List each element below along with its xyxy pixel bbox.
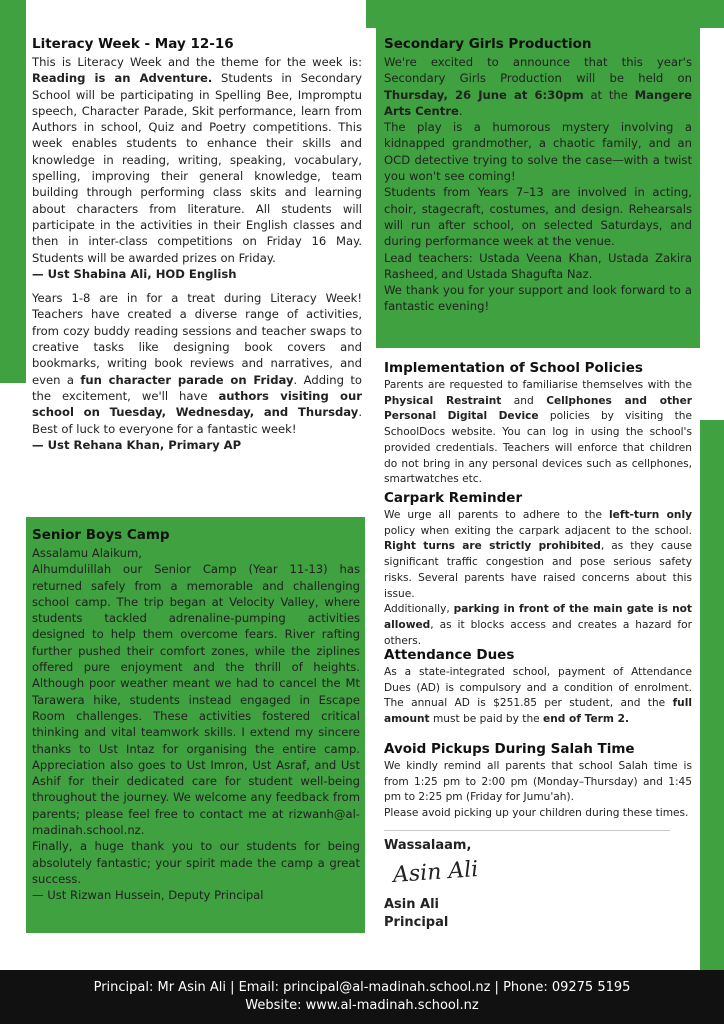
dues-paragraph: As a state-integrated school, payment of Attendance Dues (AD) is compulsory and a condition of enrolment. The annual AD is $251.85 per student, and the full amount must be paid by the end of Term 2. [384,666,692,726]
green-top-strip-right [366,0,724,28]
carpark-paragraph-2: Additionally, parking in front of the main gate is not allowed, as it blocks access and creates a hazard for others. [384,603,692,647]
principal-block [384,896,584,932]
salah-paragraph-2: Please avoid picking up your children during these times. [384,807,689,820]
production-paragraph-2: The play is a humorous mystery involving a kidnapped grandmother, a chaotic family, and an OCD detective trying to solve the case—with a twist you won't see coming! [384,120,692,184]
footer-website-line: Website: www.al-madinah.school.nz [245,998,479,1013]
footer-bar [0,970,724,1024]
carpark-title: Carpark Reminder [384,490,523,506]
wassalaam-text: Wassalaam, [384,838,472,853]
production-title: Secondary Girls Production [384,36,592,52]
literacy-signature-2: — Ust Rehana Khan, Primary AP [32,437,242,452]
salah-paragraph-1: We kindly remind all parents that school Salah time is from 1:25 pm to 2:00 pm (Monday–Thursday) and 1:45 pm to 2:25 pm (Friday for Jumu'ah). [384,760,692,804]
principal-signature: Asin Ali [392,857,480,888]
literacy-week-section [32,36,362,453]
dues-section [384,647,692,728]
green-side-bar-right [700,420,724,970]
production-paragraph-5: We thank you for your support and look forward to a fantastic evening! [384,283,692,314]
literacy-paragraph-1: This is Literacy Week and the theme for the week is: Reading is an Adventure. Students in Secondary School will be participating in Spelling Bee, Impromptu speech, Character Parade, Skit performance, learn from Authors in school, Quiz and Poetry competitions. This week enables students to enhance their skills and knowledge in reading, writing, speaking, vocabulary, spelling, improving their general knowledge, team building through performing class skits and learning about characters from literature. All students will participate in the activities in their English classes and then in inter-class competitions on Friday 16 May. Students will be awarded prizes on Friday. [32,55,362,265]
senior-camp-greeting: Assalamu Alaikum, [32,546,142,560]
salah-section [384,741,692,822]
carpark-section [384,490,692,649]
literacy-signature-1: — Ust Shabina Ali, HOD English [32,266,237,281]
senior-camp-section [32,527,360,904]
salah-title: Avoid Pickups During Salah Time [384,741,635,757]
section-divider [384,830,670,831]
production-paragraph-1: We're excited to announce that this year's Secondary Girls Production will be held on Thursday, 26 June at 6:30pm at the Mangere Arts Centre. [384,55,692,118]
principal-name: Asin Ali [384,897,440,912]
literacy-week-title: Literacy Week - May 12-16 [32,36,234,52]
dues-title: Attendance Dues [384,647,515,663]
senior-camp-title: Senior Boys Camp [32,527,170,543]
signoff-section [384,838,584,854]
production-section [384,36,692,315]
production-paragraph-4: Lead teachers: Ustada Veena Khan, Ustada Zakira Rasheed, and Ustada Shagufta Naz. [384,250,692,281]
literacy-paragraph-2: Years 1-8 are in for a treat during Literacy Week! Teachers have created a diverse range of activities, from cozy buddy reading sessions and teacher swaps to creative tasks like designing book covers and bookmarks, writing book reviews and narratives, and even a fun character parade on Friday. Adding to the excitement, we'll have authors visiting our school on Tuesday, Wednesday, and Thursday. Best of luck to everyone for a fantastic week! [32,291,363,436]
green-side-bar-left [0,0,26,383]
policies-section [384,360,692,488]
production-paragraph-3: Students from Years 7–13 are involved in acting, choir, stagecraft, costumes, and design. Rehearsals will run after school, on selected Saturdays, and during performance week at the venue. [384,185,692,249]
policies-title: Implementation of School Policies [384,360,643,376]
policies-paragraph: Parents are requested to familiarise themselves with the Physical Restraint and Cellphones and other Personal Digital Device policies by visiting the SchoolDocs website. You can log in using the school's provided credentials. Teachers will enforce that children do not bring in any personal devices such as cellphones, smartwatches etc. [384,379,693,486]
carpark-paragraph-1: We urge all parents to adhere to the left-turn only policy when exiting the carpark adjacent to the school. Right turns are strictly prohibited, as they cause significant traffic congestion and pose serious safety risks. Several parents have raised concerns about this issue. [384,509,692,600]
footer-contact-line: Principal: Mr Asin Ali | Email: principal@al-madinah.school.nz | Phone: 09275 5195 [93,980,631,995]
senior-camp-signature: — Ust Rizwan Hussein, Deputy Principal [32,888,264,903]
principal-role: Principal [384,915,449,930]
senior-camp-closing: Finally, a huge thank you to our students for being absolutely fantastic; your spirit made the camp a great success. [32,839,360,886]
senior-camp-body: Alhumdulillah our Senior Camp (Year 11-13) has returned safely from a memorable and challenging school camp. The trip began at Velocity Valley, where students tackled adrenaline-pumping activities designed to help them overcome fears. River rafting further pushed their comfort zones, while the ziplines offered pure enjoyment and the thrill of heights. Although poor weather meant we had to cancel the Mt Tarawera hike, students instead engaged in Escape Room challenges. These activities fostered critical thinking and vital teamwork skills. I extend my sincere thanks to Ust Intaz for organising the entire camp. Appreciation also goes to Ust Imron, Ust Asraf, and Ust Ashif for their dedicated care for student well-being throughout the journey. We welcome any feedback from parents; please feel free to contact me at rizwanh@al-madinah.school.nz. [32,562,360,838]
